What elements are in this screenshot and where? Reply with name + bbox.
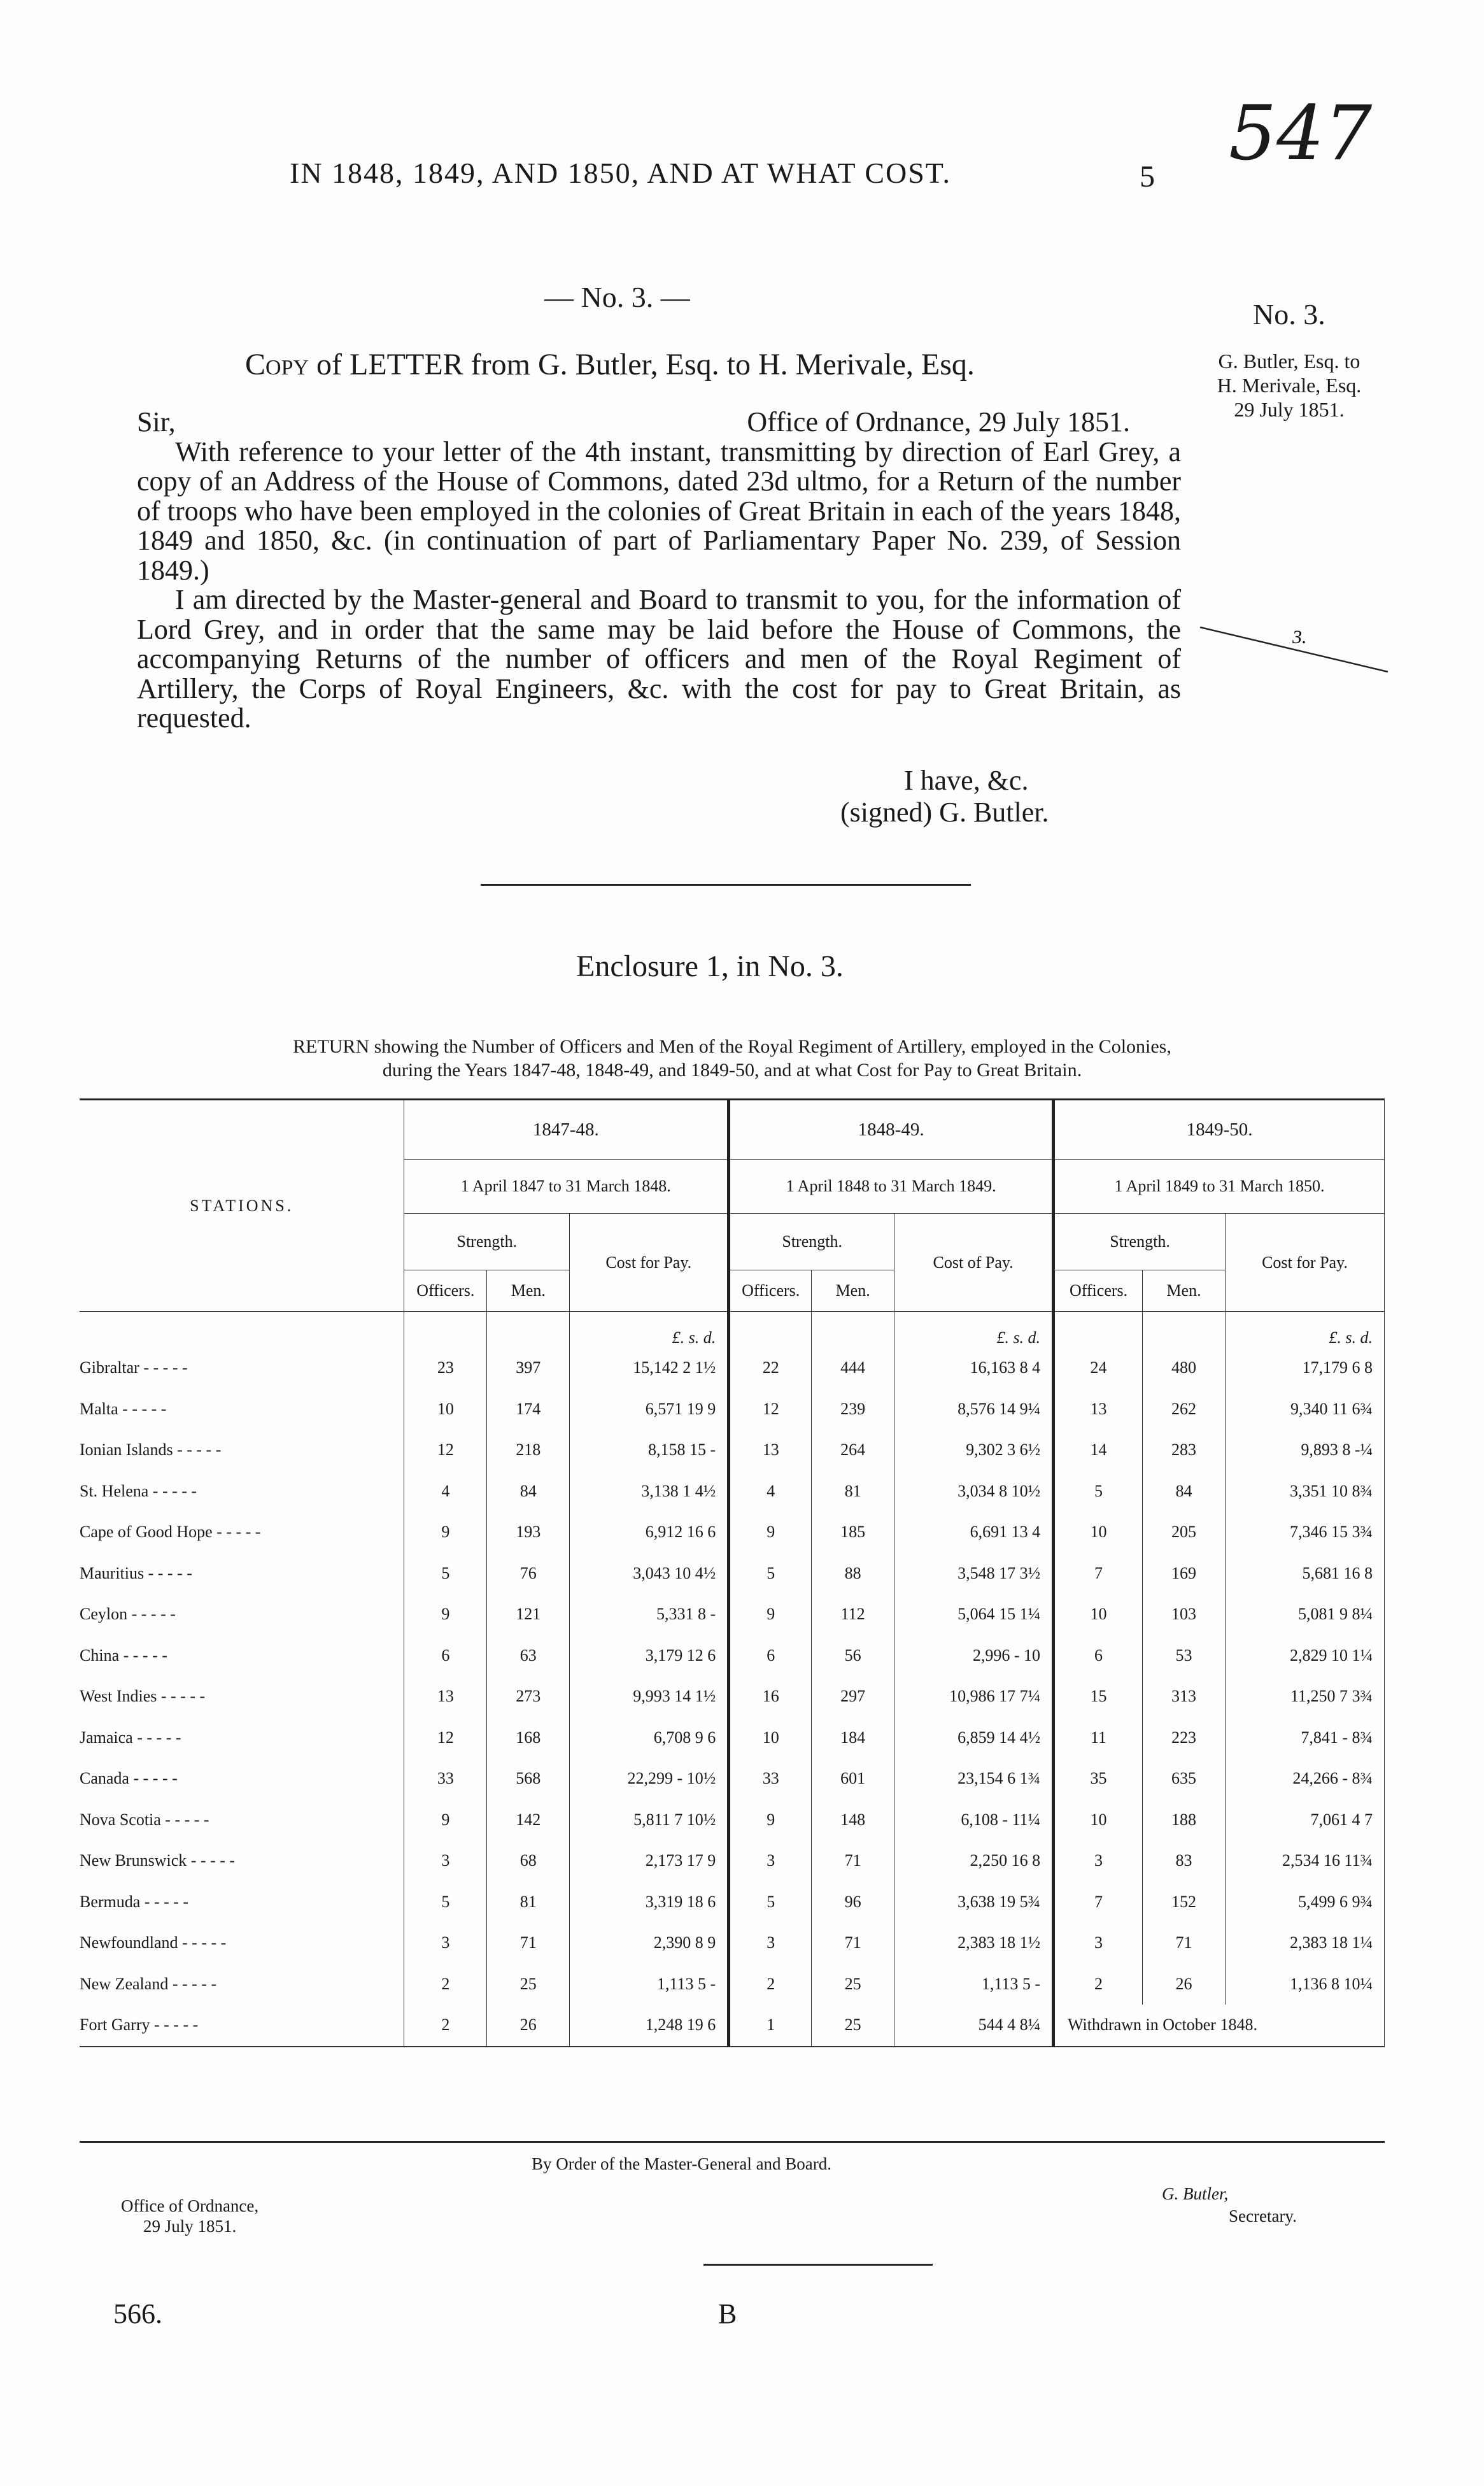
- officers-cell: 3: [1054, 1840, 1143, 1882]
- cost-cell: 3,319 18 6: [570, 1882, 729, 1923]
- strength-header: Strength.: [729, 1214, 894, 1270]
- signature-mark: B: [718, 2298, 737, 2329]
- men-cell: 568: [487, 1758, 570, 1800]
- men-cell: 76: [487, 1553, 570, 1595]
- station-name: Jamaica - - - - -: [80, 1717, 404, 1759]
- table-row: [80, 1389, 1385, 1430]
- men-cell: 26: [487, 2005, 570, 2047]
- margin-note-line: 29 July 1851.: [1234, 398, 1345, 421]
- letter-title-rest: of LETTER from G. Butler, Esq. to H. Merivale, Esq.: [309, 348, 975, 381]
- cost-header: Cost of Pay.: [894, 1214, 1054, 1312]
- return-title-line: RETURN showing the Number of Officers and Men of the Royal Regiment of Artillery, employed in the Colonies,: [293, 1036, 1171, 1057]
- officers-cell: 3: [729, 1840, 812, 1882]
- units-spacer: [487, 1312, 570, 1348]
- men-cell: 25: [487, 1964, 570, 2005]
- cost-cell: 5,064 15 1¼: [894, 1594, 1054, 1635]
- men-cell: 84: [1143, 1471, 1226, 1512]
- dateline: Office of Ordnance, 29 July 1851.: [747, 406, 1130, 437]
- officers-cell: 7: [1054, 1882, 1143, 1923]
- men-cell: 148: [812, 1800, 894, 1841]
- currency-units: £. s. d.: [570, 1312, 729, 1348]
- cost-cell: 11,250 7 3¾: [1225, 1676, 1384, 1717]
- footer-rule: [703, 2264, 933, 2266]
- table-row: [80, 1347, 1385, 1389]
- men-cell: 68: [487, 1840, 570, 1882]
- cost-cell: 5,331 8 -: [570, 1594, 729, 1635]
- men-cell: 444: [812, 1347, 894, 1389]
- cost-cell: 7,061 4 7: [1225, 1800, 1384, 1841]
- margin-enclosure-ref: 3.: [1292, 627, 1307, 648]
- officers-cell: 3: [404, 1922, 487, 1964]
- paragraph: I am directed by the Master-general and Board to transmit to you, for the information of Lord Grey, and in order that the same may be laid before the House of Commons, the accompanying Returns of the number of officers and men of the Royal Regiment of Artillery, the Corps of Royal Engineers, &c. with the cost for pay to Great Britain, as requested.: [137, 584, 1181, 734]
- cost-cell: 2,250 16 8: [894, 1840, 1054, 1882]
- table-row: [80, 1840, 1385, 1882]
- officers-cell: 5: [1054, 1471, 1143, 1512]
- officers-cell: 22: [729, 1347, 812, 1389]
- officers-cell: 5: [729, 1882, 812, 1923]
- officers-cell: 2: [1054, 1964, 1143, 2005]
- men-cell: 26: [1143, 1964, 1226, 2005]
- period-range: 1 April 1848 to 31 March 1849.: [729, 1160, 1054, 1214]
- units-spacer: [1143, 1312, 1226, 1348]
- men-cell: 71: [487, 1922, 570, 1964]
- return-table: [80, 1098, 1385, 2047]
- men-cell: 152: [1143, 1882, 1226, 1923]
- period-range: 1 April 1847 to 31 March 1848.: [404, 1160, 729, 1214]
- officers-cell: 6: [729, 1635, 812, 1677]
- cost-cell: 7,841 - 8¾: [1225, 1717, 1384, 1759]
- cost-header: Cost for Pay.: [1225, 1214, 1384, 1312]
- officers-cell: 23: [404, 1347, 487, 1389]
- table-row: [80, 1882, 1385, 1923]
- letter-title: [245, 347, 975, 382]
- signatory-name: G. Butler,: [1162, 2184, 1229, 2203]
- men-cell: 397: [487, 1347, 570, 1389]
- currency-units: £. s. d.: [1225, 1312, 1384, 1348]
- men-cell: 96: [812, 1882, 894, 1923]
- men-cell: 297: [812, 1676, 894, 1717]
- officers-cell: 5: [404, 1882, 487, 1923]
- officers-cell: 14: [1054, 1430, 1143, 1471]
- officers-cell: 10: [729, 1717, 812, 1759]
- men-header: Men.: [487, 1270, 570, 1312]
- paper-number: 566.: [113, 2298, 162, 2329]
- officers-cell: 10: [1054, 1594, 1143, 1635]
- by-order-line: By Order of the Master-General and Board.: [532, 2154, 832, 2173]
- station-name: China - - - - -: [80, 1635, 404, 1677]
- table-row: [80, 1635, 1385, 1677]
- officers-header: Officers.: [729, 1270, 812, 1312]
- year-header: 1847-48.: [404, 1100, 729, 1160]
- margin-pointer: [1197, 618, 1394, 675]
- running-head: IN 1848, 1849, AND 1850, AND AT WHAT COST.: [290, 157, 951, 189]
- officers-cell: 2: [404, 2005, 487, 2047]
- officers-cell: 9: [404, 1512, 487, 1553]
- officers-cell: 7: [1054, 1553, 1143, 1595]
- cost-cell: 2,390 8 9: [570, 1922, 729, 1964]
- cost-cell: 9,302 3 6½: [894, 1430, 1054, 1471]
- salutation-line: [137, 408, 1130, 437]
- units-spacer: [1054, 1312, 1143, 1348]
- table-row: [80, 1512, 1385, 1553]
- officers-cell: 35: [1054, 1758, 1143, 1800]
- cost-cell: 5,811 7 10½: [570, 1800, 729, 1841]
- men-cell: 81: [487, 1882, 570, 1923]
- cost-cell: 16,163 8 4: [894, 1347, 1054, 1389]
- men-cell: 313: [1143, 1676, 1226, 1717]
- officers-cell: 12: [404, 1717, 487, 1759]
- men-cell: 174: [487, 1389, 570, 1430]
- table-row: [80, 1594, 1385, 1635]
- men-cell: 88: [812, 1553, 894, 1595]
- men-cell: 53: [1143, 1635, 1226, 1677]
- section-rule: [481, 884, 971, 886]
- units-spacer: [404, 1312, 487, 1348]
- units-spacer: [812, 1312, 894, 1348]
- cost-cell: 2,996 - 10: [894, 1635, 1054, 1677]
- cost-cell: 3,138 1 4½: [570, 1471, 729, 1512]
- table-row: [80, 1800, 1385, 1841]
- men-cell: 142: [487, 1800, 570, 1841]
- men-cell: 223: [1143, 1717, 1226, 1759]
- table-row: [80, 2005, 1385, 2047]
- closing: I have, &c.: [904, 765, 1029, 796]
- cost-cell: 2,534 16 11¾: [1225, 1840, 1384, 1882]
- officers-cell: 5: [404, 1553, 487, 1595]
- withdrawn-note: Withdrawn in October 1848.: [1054, 2005, 1385, 2047]
- men-cell: 480: [1143, 1347, 1226, 1389]
- units-spacer: [729, 1312, 812, 1348]
- cost-cell: 5,499 6 9¾: [1225, 1882, 1384, 1923]
- cost-cell: 3,638 19 5¾: [894, 1882, 1054, 1923]
- station-name: Nova Scotia - - - - -: [80, 1800, 404, 1841]
- cost-cell: 7,346 15 3¾: [1225, 1512, 1384, 1553]
- station-name: West Indies - - - - -: [80, 1676, 404, 1717]
- cost-cell: 17,179 6 8: [1225, 1347, 1384, 1389]
- cost-cell: 6,108 - 11¼: [894, 1800, 1054, 1841]
- cost-cell: 1,113 5 -: [894, 1964, 1054, 2005]
- men-cell: 83: [1143, 1840, 1226, 1882]
- margin-note-line: G. Butler, Esq. to: [1218, 350, 1360, 373]
- station-name: Cape of Good Hope - - - - -: [80, 1512, 404, 1553]
- cost-cell: 5,081 9 8¼: [1225, 1594, 1384, 1635]
- men-cell: 81: [812, 1471, 894, 1512]
- officers-cell: 9: [404, 1800, 487, 1841]
- table-row: [80, 1553, 1385, 1595]
- station-name: Ceylon - - - - -: [80, 1594, 404, 1635]
- units-row: [80, 1312, 1385, 1348]
- cost-cell: 9,340 11 6¾: [1225, 1389, 1384, 1430]
- table-row: [80, 1964, 1385, 2005]
- table-row: [80, 1676, 1385, 1717]
- cost-cell: 1,248 19 6: [570, 2005, 729, 2047]
- cost-cell: 23,154 6 1¾: [894, 1758, 1054, 1800]
- signed-line: (signed) G. Butler.: [840, 797, 1049, 828]
- units-spacer: [80, 1312, 404, 1348]
- officers-cell: 2: [729, 1964, 812, 2005]
- men-cell: 601: [812, 1758, 894, 1800]
- men-cell: 184: [812, 1717, 894, 1759]
- men-cell: 169: [1143, 1553, 1226, 1595]
- officers-cell: 10: [1054, 1800, 1143, 1841]
- cost-cell: 2,383 18 1¼: [1225, 1922, 1384, 1964]
- station-name: Malta - - - - -: [80, 1389, 404, 1430]
- officers-cell: 33: [404, 1758, 487, 1800]
- cost-cell: 15,142 2 1½: [570, 1347, 729, 1389]
- strength-header: Strength.: [404, 1214, 570, 1270]
- cost-cell: 1,113 5 -: [570, 1964, 729, 2005]
- station-name: Bermuda - - - - -: [80, 1882, 404, 1923]
- station-name: Ionian Islands - - - - -: [80, 1430, 404, 1471]
- officers-cell: 10: [404, 1389, 487, 1430]
- cost-cell: 1,136 8 10¼: [1225, 1964, 1384, 2005]
- men-cell: 239: [812, 1389, 894, 1430]
- men-cell: 262: [1143, 1389, 1226, 1430]
- cost-cell: 10,986 17 7¼: [894, 1676, 1054, 1717]
- cost-cell: 3,351 10 8¾: [1225, 1471, 1384, 1512]
- cost-cell: 3,034 8 10½: [894, 1471, 1054, 1512]
- cost-cell: 22,299 - 10½: [570, 1758, 729, 1800]
- men-cell: 84: [487, 1471, 570, 1512]
- return-title-line: during the Years 1847-48, 1848-49, and 1849-50, and at what Cost for Pay to Great Britain.: [382, 1060, 1082, 1081]
- year-header: 1848-49.: [729, 1100, 1054, 1160]
- office-note: [121, 2196, 258, 2236]
- station-name: Fort Garry - - - - -: [80, 2005, 404, 2047]
- officers-cell: 13: [404, 1676, 487, 1717]
- cost-cell: 6,859 14 4½: [894, 1717, 1054, 1759]
- cost-cell: 2,829 10 1¼: [1225, 1635, 1384, 1677]
- officers-cell: 5: [729, 1553, 812, 1595]
- men-cell: 185: [812, 1512, 894, 1553]
- strength-header: Strength.: [1054, 1214, 1226, 1270]
- officers-cell: 3: [404, 1840, 487, 1882]
- officers-cell: 24: [1054, 1347, 1143, 1389]
- men-cell: 63: [487, 1635, 570, 1677]
- cost-cell: 9,893 8 -¼: [1225, 1430, 1384, 1471]
- cost-cell: 6,912 16 6: [570, 1512, 729, 1553]
- officers-cell: 6: [404, 1635, 487, 1677]
- letter-body: [137, 408, 1181, 734]
- officers-cell: 11: [1054, 1717, 1143, 1759]
- men-cell: 56: [812, 1635, 894, 1677]
- station-name: St. Helena - - - - -: [80, 1471, 404, 1512]
- cost-cell: 2,383 18 1½: [894, 1922, 1054, 1964]
- return-title: [83, 1035, 1382, 1082]
- table-row: [80, 1430, 1385, 1471]
- paragraph: With reference to your letter of the 4th instant, transmitting by direction of Earl Grey, a copy of an Address of the House of Commons, dated 23d ultmo, for a Return of the number of troops who have been employed in the colonies of Great Britain in each of the years 1848, 1849 and 1850, &c. (in continuation of part of Parliamentary Paper No. 239, of Session 1849.): [137, 436, 1181, 586]
- officers-cell: 9: [404, 1594, 487, 1635]
- cost-cell: 5,681 16 8: [1225, 1553, 1384, 1595]
- margin-number: No. 3.: [1253, 298, 1325, 330]
- men-cell: 71: [812, 1922, 894, 1964]
- men-cell: 264: [812, 1430, 894, 1471]
- officers-cell: 4: [404, 1471, 487, 1512]
- men-header: Men.: [812, 1270, 894, 1312]
- table-row: [80, 1471, 1385, 1512]
- officers-cell: 13: [1054, 1389, 1143, 1430]
- men-cell: 25: [812, 2005, 894, 2047]
- officers-cell: 10: [1054, 1512, 1143, 1553]
- men-cell: 25: [812, 1964, 894, 2005]
- enclosure-heading: Enclosure 1, in No. 3.: [576, 949, 844, 983]
- letter-title-copy: Copy: [245, 348, 309, 381]
- page-number: 5: [1140, 160, 1155, 194]
- officers-cell: 6: [1054, 1635, 1143, 1677]
- station-name: Newfoundland - - - - -: [80, 1922, 404, 1964]
- officers-cell: 33: [729, 1758, 812, 1800]
- men-cell: 71: [1143, 1922, 1226, 1964]
- men-header: Men.: [1143, 1270, 1226, 1312]
- officers-cell: 12: [729, 1389, 812, 1430]
- officers-cell: 15: [1054, 1676, 1143, 1717]
- men-cell: 205: [1143, 1512, 1226, 1553]
- officers-cell: 3: [729, 1922, 812, 1964]
- men-cell: 273: [487, 1676, 570, 1717]
- cost-cell: 3,548 17 3½: [894, 1553, 1054, 1595]
- officers-cell: 2: [404, 1964, 487, 2005]
- officers-header: Officers.: [404, 1270, 487, 1312]
- cost-cell: 2,173 17 9: [570, 1840, 729, 1882]
- men-cell: 635: [1143, 1758, 1226, 1800]
- men-cell: 71: [812, 1840, 894, 1882]
- table-row: [80, 1758, 1385, 1800]
- officers-header: Officers.: [1054, 1270, 1143, 1312]
- officers-cell: 12: [404, 1430, 487, 1471]
- officers-cell: 13: [729, 1430, 812, 1471]
- men-cell: 188: [1143, 1800, 1226, 1841]
- cost-cell: 3,043 10 4½: [570, 1553, 729, 1595]
- year-header: 1849-50.: [1054, 1100, 1385, 1160]
- table-row: [80, 1922, 1385, 1964]
- cost-cell: 9,993 14 1½: [570, 1676, 729, 1717]
- men-cell: 112: [812, 1594, 894, 1635]
- men-cell: 168: [487, 1717, 570, 1759]
- station-name: Mauritius - - - - -: [80, 1553, 404, 1595]
- men-cell: 218: [487, 1430, 570, 1471]
- office-line: 29 July 1851.: [143, 2217, 237, 2236]
- cost-cell: 24,266 - 8¾: [1225, 1758, 1384, 1800]
- officers-cell: 4: [729, 1471, 812, 1512]
- officers-cell: 3: [1054, 1922, 1143, 1964]
- folio-number: 547: [1229, 89, 1373, 177]
- cost-cell: 6,571 19 9: [570, 1389, 729, 1430]
- margin-note: [1191, 349, 1388, 422]
- station-name: Gibraltar - - - - -: [80, 1347, 404, 1389]
- cost-cell: 544 4 8¼: [894, 2005, 1054, 2047]
- cost-cell: 6,708 9 6: [570, 1717, 729, 1759]
- men-cell: 103: [1143, 1594, 1226, 1635]
- table-row: [80, 1717, 1385, 1759]
- men-cell: 193: [487, 1512, 570, 1553]
- station-name: Canada - - - - -: [80, 1758, 404, 1800]
- salutation: Sir,: [137, 406, 176, 437]
- stations-header: STATIONS.: [80, 1100, 404, 1312]
- cost-cell: 6,691 13 4: [894, 1512, 1054, 1553]
- cost-cell: 8,576 14 9¼: [894, 1389, 1054, 1430]
- currency-units: £. s. d.: [894, 1312, 1054, 1348]
- period-range: 1 April 1849 to 31 March 1850.: [1054, 1160, 1385, 1214]
- margin-note-line: H. Merivale, Esq.: [1217, 374, 1362, 397]
- return-table-body: [80, 1312, 1385, 2047]
- office-line: Office of Ordnance,: [121, 2196, 259, 2215]
- station-name: New Zealand - - - - -: [80, 1964, 404, 2005]
- men-cell: 283: [1143, 1430, 1226, 1471]
- men-cell: 121: [487, 1594, 570, 1635]
- officers-cell: 9: [729, 1800, 812, 1841]
- table-bottom-rule: [80, 2141, 1385, 2143]
- cost-cell: 3,179 12 6: [570, 1635, 729, 1677]
- document-number-heading: — No. 3. —: [544, 281, 690, 313]
- cost-header: Cost for Pay.: [570, 1214, 729, 1312]
- station-name: New Brunswick - - - - -: [80, 1840, 404, 1882]
- signatory-title: Secretary.: [1229, 2206, 1297, 2226]
- officers-cell: 9: [729, 1512, 812, 1553]
- officers-cell: 9: [729, 1594, 812, 1635]
- officers-cell: 1: [729, 2005, 812, 2047]
- cost-cell: 8,158 15 -: [570, 1430, 729, 1471]
- officers-cell: 16: [729, 1676, 812, 1717]
